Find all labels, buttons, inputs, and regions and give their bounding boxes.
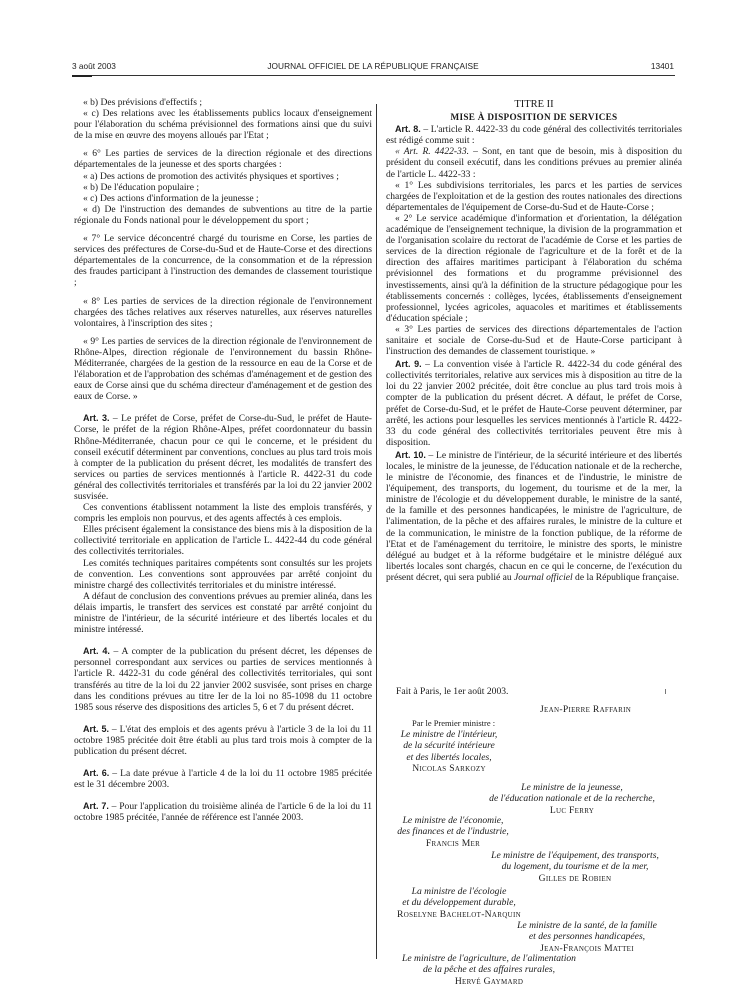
article-text: – Le préfet de Corse, préfet de Corse-du-Sud, le préfet de Haute-Corse, le préfet de la région Rhône-Alpes, préfet coordonnateur du bassin Rhône-Méditerranée, chacun pour ce qui le concerne, et le président du conseil exécutif déterminent par conventions, conclues au plus tard trois mois à compter de la publication du présent décret, les modalités de transfert des services ou parties de services mentionnés à l'article R. 4422-31 du code général des collectivités territoriales et transférés par la loi du 22 janvier 2002 susvisée. xyxy=(74,413,372,502)
article-label: Art. 5. xyxy=(83,723,110,734)
article-7 xyxy=(74,801,372,823)
article-6 xyxy=(74,768,372,790)
paragraph: « b) Des prévisions d'effectifs ; xyxy=(83,97,202,108)
paragraph: Ces conventions établissent notamment la liste des emplois transférés, y compris les emplois non pourvus, et des agents affectés à ces emplois. xyxy=(74,502,372,525)
article-text: – La convention visée à l'article R. 4422-34 du code général des collectivités territoriales, relative aux services mis à disposition au titre de la loi du 22 janvier 2002 précitée, doit être conclue au plus tard trois mois à compter de la publication du présent décret. A défaut, le préfet de Corse, préfet de Corse-du-Sud, et le préfet de Haute-Corse peuvent déterminer, par arrêté, les actions pour lesquelles les services mentionnés à l'article R. 4422-33 du code général des collectivités territoriales peuvent être mis à disposition. xyxy=(386,359,682,448)
article-text: – Pour l'application du troisième alinéa de l'article 6 de la loi du 11 octobre 1985 précitée, l'année de référence est l'année 2003. xyxy=(74,801,372,824)
signatory-block xyxy=(468,850,682,884)
signatory-role: Le ministre de l'équipement, des transports, du logement, du tourisme et de la mer, xyxy=(491,850,659,873)
signatory-role: Le ministre de l'économie, des finances et de l'industrie, xyxy=(397,815,509,838)
article-3 xyxy=(74,413,372,502)
column-divider xyxy=(376,104,377,959)
signatory-block xyxy=(383,815,523,849)
article-text: – Sont, en tant que de besoin, mis à disposition du président du conseil exécutif, dans les conditions prévues au premier alinéa de l'article L. 4422-33 : xyxy=(386,146,682,180)
signatory-role: Le ministre de la jeunesse, de l'éducation nationale et de la recherche, xyxy=(489,782,655,805)
paragraph: « a) Des actions de promotion des activités physiques et sportives ; xyxy=(83,170,339,182)
signatory-role: Le ministre de la santé, de la famille et des personnes handicapées, xyxy=(517,920,657,943)
header-title: JOURNAL OFFICIEL DE LA RÉPUBLIQUE FRANÇAISE xyxy=(267,61,479,71)
header-rule xyxy=(72,75,675,76)
article-label: Art. 10. xyxy=(395,449,426,460)
paragraph: « 3° Les parties de services des directions départementales de l'action sanitaire et sociale de Corse-du-Sud et de Haute-Corse participant à l'instruction des demandes de classement touristique. » xyxy=(386,323,682,358)
paragraph: A défaut de conclusion des conventions prévues au premier alinéa, dans les délais impartis, le transfert des services est constaté par arrêté conjoint du ministre de l'intérieur, de la sécurité intérieure et des libertés locales et du ministre intéressé. xyxy=(74,590,372,636)
signatory-name: Francis Mer xyxy=(425,837,481,849)
paragraph: « 9° Les parties de services de la direction régionale de l'environnement de Rhône-Alpes, direction régionale de l'environnement du bassin Rhône-Méditerranée, chargées de la gestion de la ressource en eau de la Corse et de l'élaboration et de l'approbation des schémas d'aménagement et de gestion des eaux de Corse ainsi que du schéma directeur d'aménagement et de gestion des eaux de Corse. » xyxy=(74,335,372,403)
article-10 xyxy=(386,450,682,583)
paragraph xyxy=(386,146,682,179)
signatory-block xyxy=(384,886,534,920)
paragraph: Les comités techniques paritaires compétents sont consultés sur les projets de convention. Les conventions sont approuvées par arrêté conjoint du ministre chargé des collectivités territoriales et du ministre intéressé. xyxy=(74,557,372,591)
header-rule-accent xyxy=(72,75,92,77)
article-label: Art. 7. xyxy=(83,801,109,812)
paragraph: « 2° Le service académique d'information et d'orientation, la délégation académique de l'enseignement technique, la division de la programmation et de l'organisation scolaire du rectorat de l'académie de Corse et les parties de services de la direction régionale de l'agriculture et de la forêt et de la direction des affaires maritimes participant à l'élaboration du schéma prévisionnel des formations et du programme prévisionnel des investissements, ainsi qu'à la définition de la structure pédagogique pour les établissements concernés : collèges, lycées, établissements d'enseignement professionnel, lycées agricoles, aquacoles et maritimes et établissements d'éducation spéciale ; xyxy=(386,212,682,324)
section-title: TITRE II xyxy=(514,99,554,110)
section-subtitle: MISE À DISPOSITION DE SERVICES xyxy=(450,112,618,123)
left-column xyxy=(74,97,372,823)
paragraph: « b) De l'éducation populaire ; xyxy=(83,181,199,193)
signatory-name: Jean-François Mattei xyxy=(540,942,634,954)
paragraph: « 8° Les parties de services de la direction régionale de l'environnement chargées des tâches relatives aux réserves naturelles, aux réserves naturelles volontaires, à l'inscription des sites ; xyxy=(74,295,372,329)
right-column xyxy=(386,97,682,583)
paragraph: « 7° Le service déconcentré chargé du tourisme en Corse, les parties de services des préfectures de Corse-du-Sud et de Haute-Corse et des directions départementales de la concurrence, de la consommation et de la répression des fraudes participant à l'instruction des demandes de classement touristique ; xyxy=(74,233,372,289)
article-text: – L'article R. 4422-33 du code général des collectivités territoriales est rédigé comme suit : xyxy=(386,124,682,147)
journal-officiel-ref: Journal officiel xyxy=(514,571,573,583)
signatory-name: Luc Ferry xyxy=(549,804,595,816)
signatory-role: Le ministre de l'agriculture, de l'alimentation de la pêche et des affaires rurales, xyxy=(402,953,576,976)
signatory-name: Roselyne Bachelot-Narquin xyxy=(397,908,521,920)
article-text: – L'état des emplois et des agents prévu à l'article 3 de la loi du 11 octobre 1985 précitée doit être établi au plus tard trois mois à compter de la publication du présent décret. xyxy=(74,723,372,757)
article-text: – La date prévue à l'article 4 de la loi du 11 octobre 1985 précitée est le 31 décembre 2003. xyxy=(74,768,372,791)
quoted-article-label: « Art. R. 4422-33. xyxy=(395,146,469,158)
running-header xyxy=(72,61,674,73)
article-8 xyxy=(386,124,682,146)
signatory-block xyxy=(492,920,682,954)
signatory-block xyxy=(384,729,514,774)
article-label: Art. 6. xyxy=(83,768,110,779)
signatory-name: Nicolas Sarkozy xyxy=(412,762,486,774)
paragraph: Elles précisent également la consistance des biens mis à la disposition de la collectivité territoriale en application de l'article L. 4422-44 du code général des collectivités territoriales. xyxy=(74,524,372,558)
article-label: Art. 9. xyxy=(395,359,422,370)
article-label: Art. 3. xyxy=(83,413,110,424)
signatory-block xyxy=(462,782,682,816)
header-date: 3 août 2003 xyxy=(72,61,116,71)
paragraph: « 1° Les subdivisions territoriales, les parcs et les parties de services chargées de l'exploitation et de la gestion des routes nationales des directions départementales de l'équipement de Corse-du-Sud et de Haute-Corse ; xyxy=(386,179,682,213)
signatory-name: Gilles de Robien xyxy=(538,872,612,884)
article-label: Art. 4. xyxy=(83,646,110,657)
page-number: 13401 xyxy=(650,61,674,71)
signatory-name: Hervé Gaymard xyxy=(454,975,524,987)
signatory-block xyxy=(384,953,594,987)
article-5 xyxy=(74,724,372,757)
prime-minister-name: Jean-Pierre Raffarin xyxy=(540,704,632,715)
par-le-premier-ministre: Par le Premier ministre : xyxy=(412,718,496,728)
signatory-role: Le ministre de l'intérieur, de la sécurité intérieure et des libertés locales, xyxy=(400,729,498,763)
paragraph: « c) Des relations avec les établissements publics locaux d'enseignement pour l'élaboration du schéma prévisionnel des formations ainsi que du suivi de la mise en œuvre des moyens alloués par l'Etat ; xyxy=(74,108,372,142)
article-label: Art. 8. xyxy=(395,124,421,135)
article-9 xyxy=(386,359,682,448)
fait-a-paris: Fait à Paris, le 1er août 2003. xyxy=(396,686,509,697)
margin-mark xyxy=(665,689,666,694)
paragraph: « c) Des actions d'information de la jeunesse ; xyxy=(83,192,259,204)
article-text: – A compter de la publication du présent décret, les dépenses de personnel correspondant aux services ou parties de services mentionnés à l'article R. 4422-31 du code général des collectivités territoriales, qui sont transférés au titre de la loi du 22 janvier 2002 susvisée, sont prises en charge dans les conditions prévues au titre Ier de la loi no 85-1098 du 11 octobre 1985 sous réserve des dispositions des articles 5, 6 et 7 du présent décret. xyxy=(74,646,372,713)
article-text: de la République française. xyxy=(572,571,679,583)
article-text: – Le ministre de l'intérieur, de la sécurité intérieure et des libertés locales, le ministre de la jeunesse, de l'éducation nationale et de la recherche, le ministre de l'économie, des finances et de l'industrie, le ministre de l'équipement, des transports, du logement, du tourisme et de la mer, la ministre de l'écologie et du développement durable, le ministre de la santé, de la famille et des personnes handicapées, le ministre de l'agriculture, de l'alimentation, de la pêche et des affaires rurales, le ministre de la culture et de la communication, le ministre de la fonction publique, de la réforme de l'Etat et de l'aménagement du territoire, le ministre des sports, le ministre délégué au budget et à la réforme budgétaire et le ministre délégué aux libertés locales sont chargés, chacun en ce qui le concerne, de l'exécution du présent décret, qui sera publié au xyxy=(386,449,682,583)
article-4 xyxy=(74,646,372,713)
paragraph: « d) De l'instruction des demandes de subventions au titre de la partie régionale du Fonds national pour le développement du sport ; xyxy=(74,203,372,226)
paragraph: « 6° Les parties de services de la direction régionale et des directions départementales de la jeunesse et des sports chargées : xyxy=(74,148,372,171)
signatory-role: La ministre de l'écologie et du développement durable, xyxy=(402,886,516,909)
